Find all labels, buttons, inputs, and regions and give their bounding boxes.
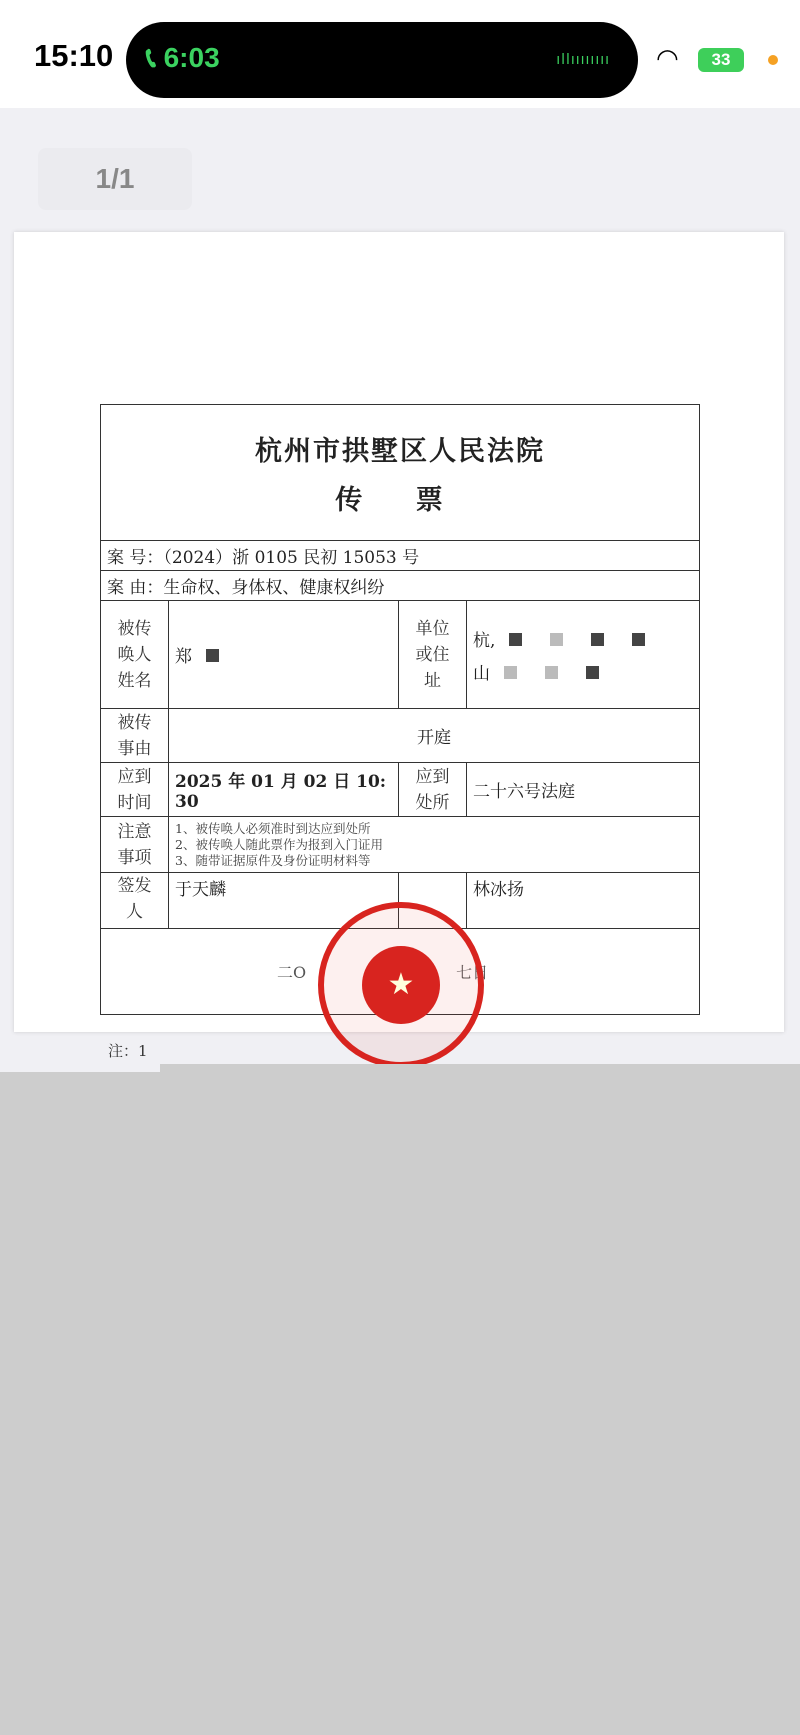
battery-icon: 33 [698, 48, 744, 72]
national-emblem-icon: ★ [362, 946, 440, 1024]
place-label: 应到处所 [399, 763, 467, 817]
title-cell [101, 405, 700, 541]
address-label: 单位或住址 [399, 601, 467, 709]
status-bar [0, 0, 800, 108]
phone-call-duration: 📞︎ 6:03 [146, 42, 220, 73]
privacy-indicator-dot [768, 55, 778, 65]
call-indicator[interactable] [126, 22, 638, 98]
court-seal [318, 902, 484, 1068]
audio-wave-icon: ıllıııııııı [556, 52, 610, 68]
notes: 1、被传唤人必须准时到达应到处所 2、被传唤人随此票作为报到入门证用 3、随带证据原件及身份证明材料等 [169, 817, 700, 873]
time-label: 应到时间 [101, 763, 169, 817]
appearance-place: 二十六号法庭 [467, 763, 700, 817]
reason-label: 被传事由 [101, 709, 169, 763]
date-cell: 二O 七日 [101, 929, 700, 1015]
case-cause: 生命权、身体权、健康权纠纷 [163, 578, 385, 598]
document-type: 传 票 [335, 484, 465, 516]
case-number-row: 案 号：（2024）浙 0105 民初 15053 号 [101, 541, 700, 571]
redaction-overlay [0, 1072, 800, 1735]
summoned-label: 被传唤人姓名 [101, 601, 169, 709]
notes-label: 注意事项 [101, 817, 169, 873]
redaction-block [206, 649, 219, 662]
court-name: 杭州市拱墅区人民法院 [255, 435, 545, 467]
footnote: 注：1 [108, 1042, 148, 1060]
reason: 开庭 [169, 709, 700, 763]
issuer: 于天麟 [169, 873, 399, 929]
page-indicator[interactable]: 1/1 [38, 148, 192, 210]
case-number: （2024）浙 0105 民初 15053 号 [163, 548, 420, 568]
case-cause-row: 案 由：生命权、身体权、健康权纠纷 [101, 571, 700, 601]
wifi-icon: ◠ [656, 44, 679, 74]
appearance-time: 2025 年 01 月 02 日 10: 30 [169, 763, 399, 817]
address: 杭, 山 [467, 601, 700, 709]
contact: 林冰扬 [467, 873, 700, 929]
issuer-label: 签发人 [101, 873, 169, 929]
summoned-name: 郑 [169, 601, 399, 709]
clock: 15:10 [34, 38, 114, 73]
